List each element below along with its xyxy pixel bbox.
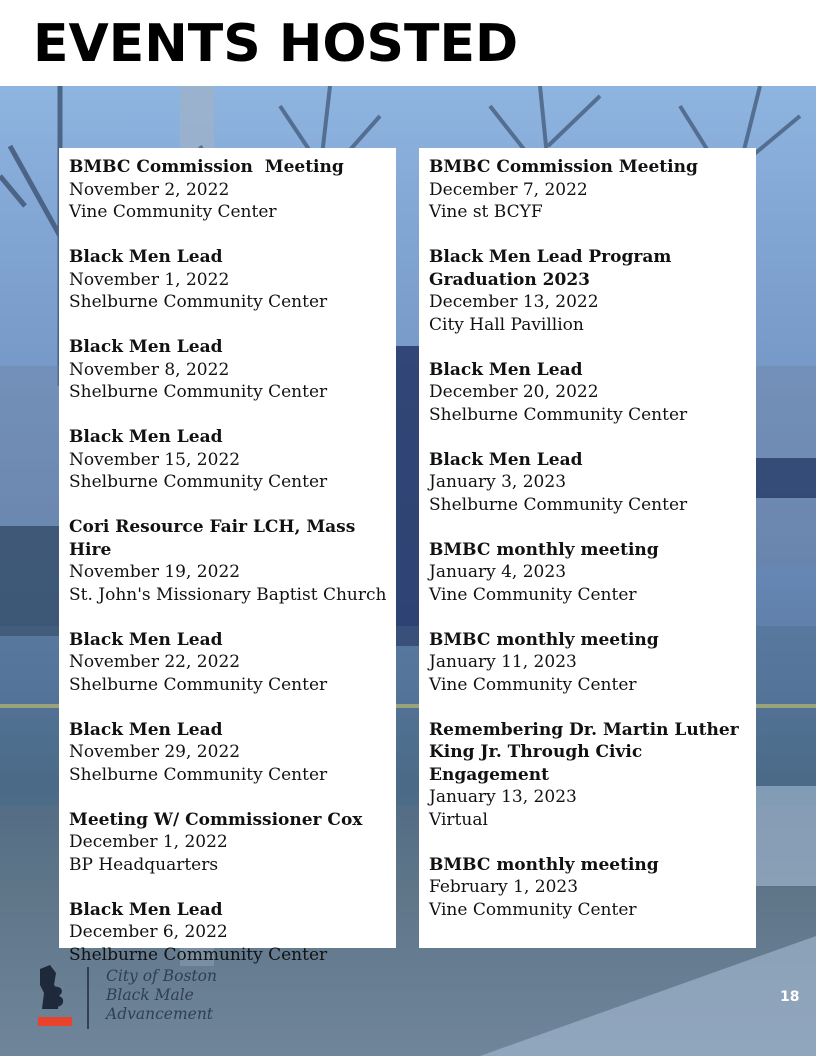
event-venue: Shelburne Community Center [69, 472, 328, 492]
event-venue: Shelburne Community Center [429, 494, 688, 515]
event-venue: BP Headquarters [69, 854, 219, 875]
event-title: Black Men Lead [69, 247, 223, 267]
event-venue: Vine Community Center [429, 899, 637, 920]
event-date: December 13, 2022 [429, 292, 599, 312]
event-item [429, 246, 756, 336]
event-item [429, 156, 756, 224]
event-date: January 13, 2023 [429, 787, 577, 807]
event-item [69, 426, 396, 494]
event-title: BMBC Commission Meeting [69, 157, 344, 177]
event-title: Black Men Lead [429, 359, 583, 380]
event-date: November 1, 2022 [69, 269, 230, 290]
page-number: 18 [780, 989, 800, 1005]
event-venue: Virtual [429, 809, 488, 830]
event-date: December 7, 2022 [429, 179, 588, 200]
event-item [69, 516, 396, 606]
logo-wordmark [106, 967, 217, 1024]
event-date: November 22, 2022 [69, 652, 241, 672]
logo-line-1: City of Boston [106, 967, 217, 985]
events-column-left [59, 148, 396, 965]
event-title: Black Men Lead [69, 629, 223, 650]
event-venue: Vine st BCYF [429, 202, 543, 222]
event-date: November 29, 2022 [69, 742, 241, 762]
page-header [0, 0, 816, 86]
event-date: January 3, 2023 [429, 472, 567, 492]
event-date: December 1, 2022 [69, 832, 228, 852]
event-item [429, 719, 756, 832]
page-title: EVENTS HOSTED [33, 14, 519, 74]
event-title: Black Men Lead [69, 899, 223, 920]
event-item [69, 899, 396, 967]
event-item [429, 629, 756, 697]
event-title: Black Men Lead [69, 719, 223, 740]
event-venue: Shelburne Community Center [69, 382, 328, 402]
event-date: December 6, 2022 [69, 922, 228, 942]
logo-line-2: Black Male [106, 986, 194, 1004]
event-venue: Shelburne Community Center [69, 764, 328, 785]
event-item [69, 246, 396, 314]
event-venue: City Hall Pavillion [429, 314, 584, 335]
logo-accent-bar [38, 1017, 72, 1026]
event-title: Meeting W/ Commissioner Cox [69, 809, 363, 830]
event-venue: Vine Community Center [429, 584, 637, 605]
event-date: January 4, 2023 [429, 562, 567, 582]
event-item [69, 719, 396, 787]
event-item [429, 359, 756, 427]
events-column-right [419, 148, 756, 948]
event-item [69, 809, 396, 877]
event-item [429, 449, 756, 517]
event-item [429, 539, 756, 607]
event-title: BMBC monthly meeting [429, 539, 659, 560]
event-date: November 19, 2022 [69, 562, 241, 582]
event-title: Black Men Lead [429, 449, 583, 470]
event-title: Remembering Dr. Martin Luther King Jr. Through Civic Engagement [429, 719, 739, 785]
event-date: November 8, 2022 [69, 359, 230, 380]
event-venue: Shelburne Community Center [69, 674, 328, 695]
event-title: Cori Resource Fair LCH, Mass Hire [69, 517, 362, 560]
event-title: BMBC monthly meeting [429, 854, 659, 875]
event-date: November 2, 2022 [69, 179, 230, 200]
event-date: November 15, 2022 [69, 449, 241, 470]
event-title: Black Men Lead [69, 337, 223, 357]
logo-b-letter: B [41, 981, 65, 1014]
event-venue: Shelburne Community Center [429, 404, 688, 425]
event-item [429, 854, 756, 922]
event-venue: St. John's Missionary Baptist Church [69, 584, 387, 605]
event-item [69, 156, 396, 224]
event-date: December 20, 2022 [429, 382, 599, 402]
event-title: BMBC Commission Meeting [429, 157, 698, 177]
event-venue: Vine Community Center [429, 674, 637, 695]
event-venue: Vine Community Center [69, 202, 277, 222]
event-venue: Shelburne Community Center [69, 292, 328, 312]
event-title: Black Men Lead [69, 427, 223, 447]
event-date: February 1, 2023 [429, 877, 579, 897]
event-item [69, 336, 396, 404]
event-title: Black Men Lead Program Graduation 2023 [429, 247, 672, 290]
event-venue: Shelburne Community Center [69, 944, 328, 965]
event-item [69, 629, 396, 697]
event-date: January 11, 2023 [429, 652, 577, 672]
logo-line-3: Advancement [106, 1005, 214, 1023]
event-title: BMBC monthly meeting [429, 629, 659, 650]
